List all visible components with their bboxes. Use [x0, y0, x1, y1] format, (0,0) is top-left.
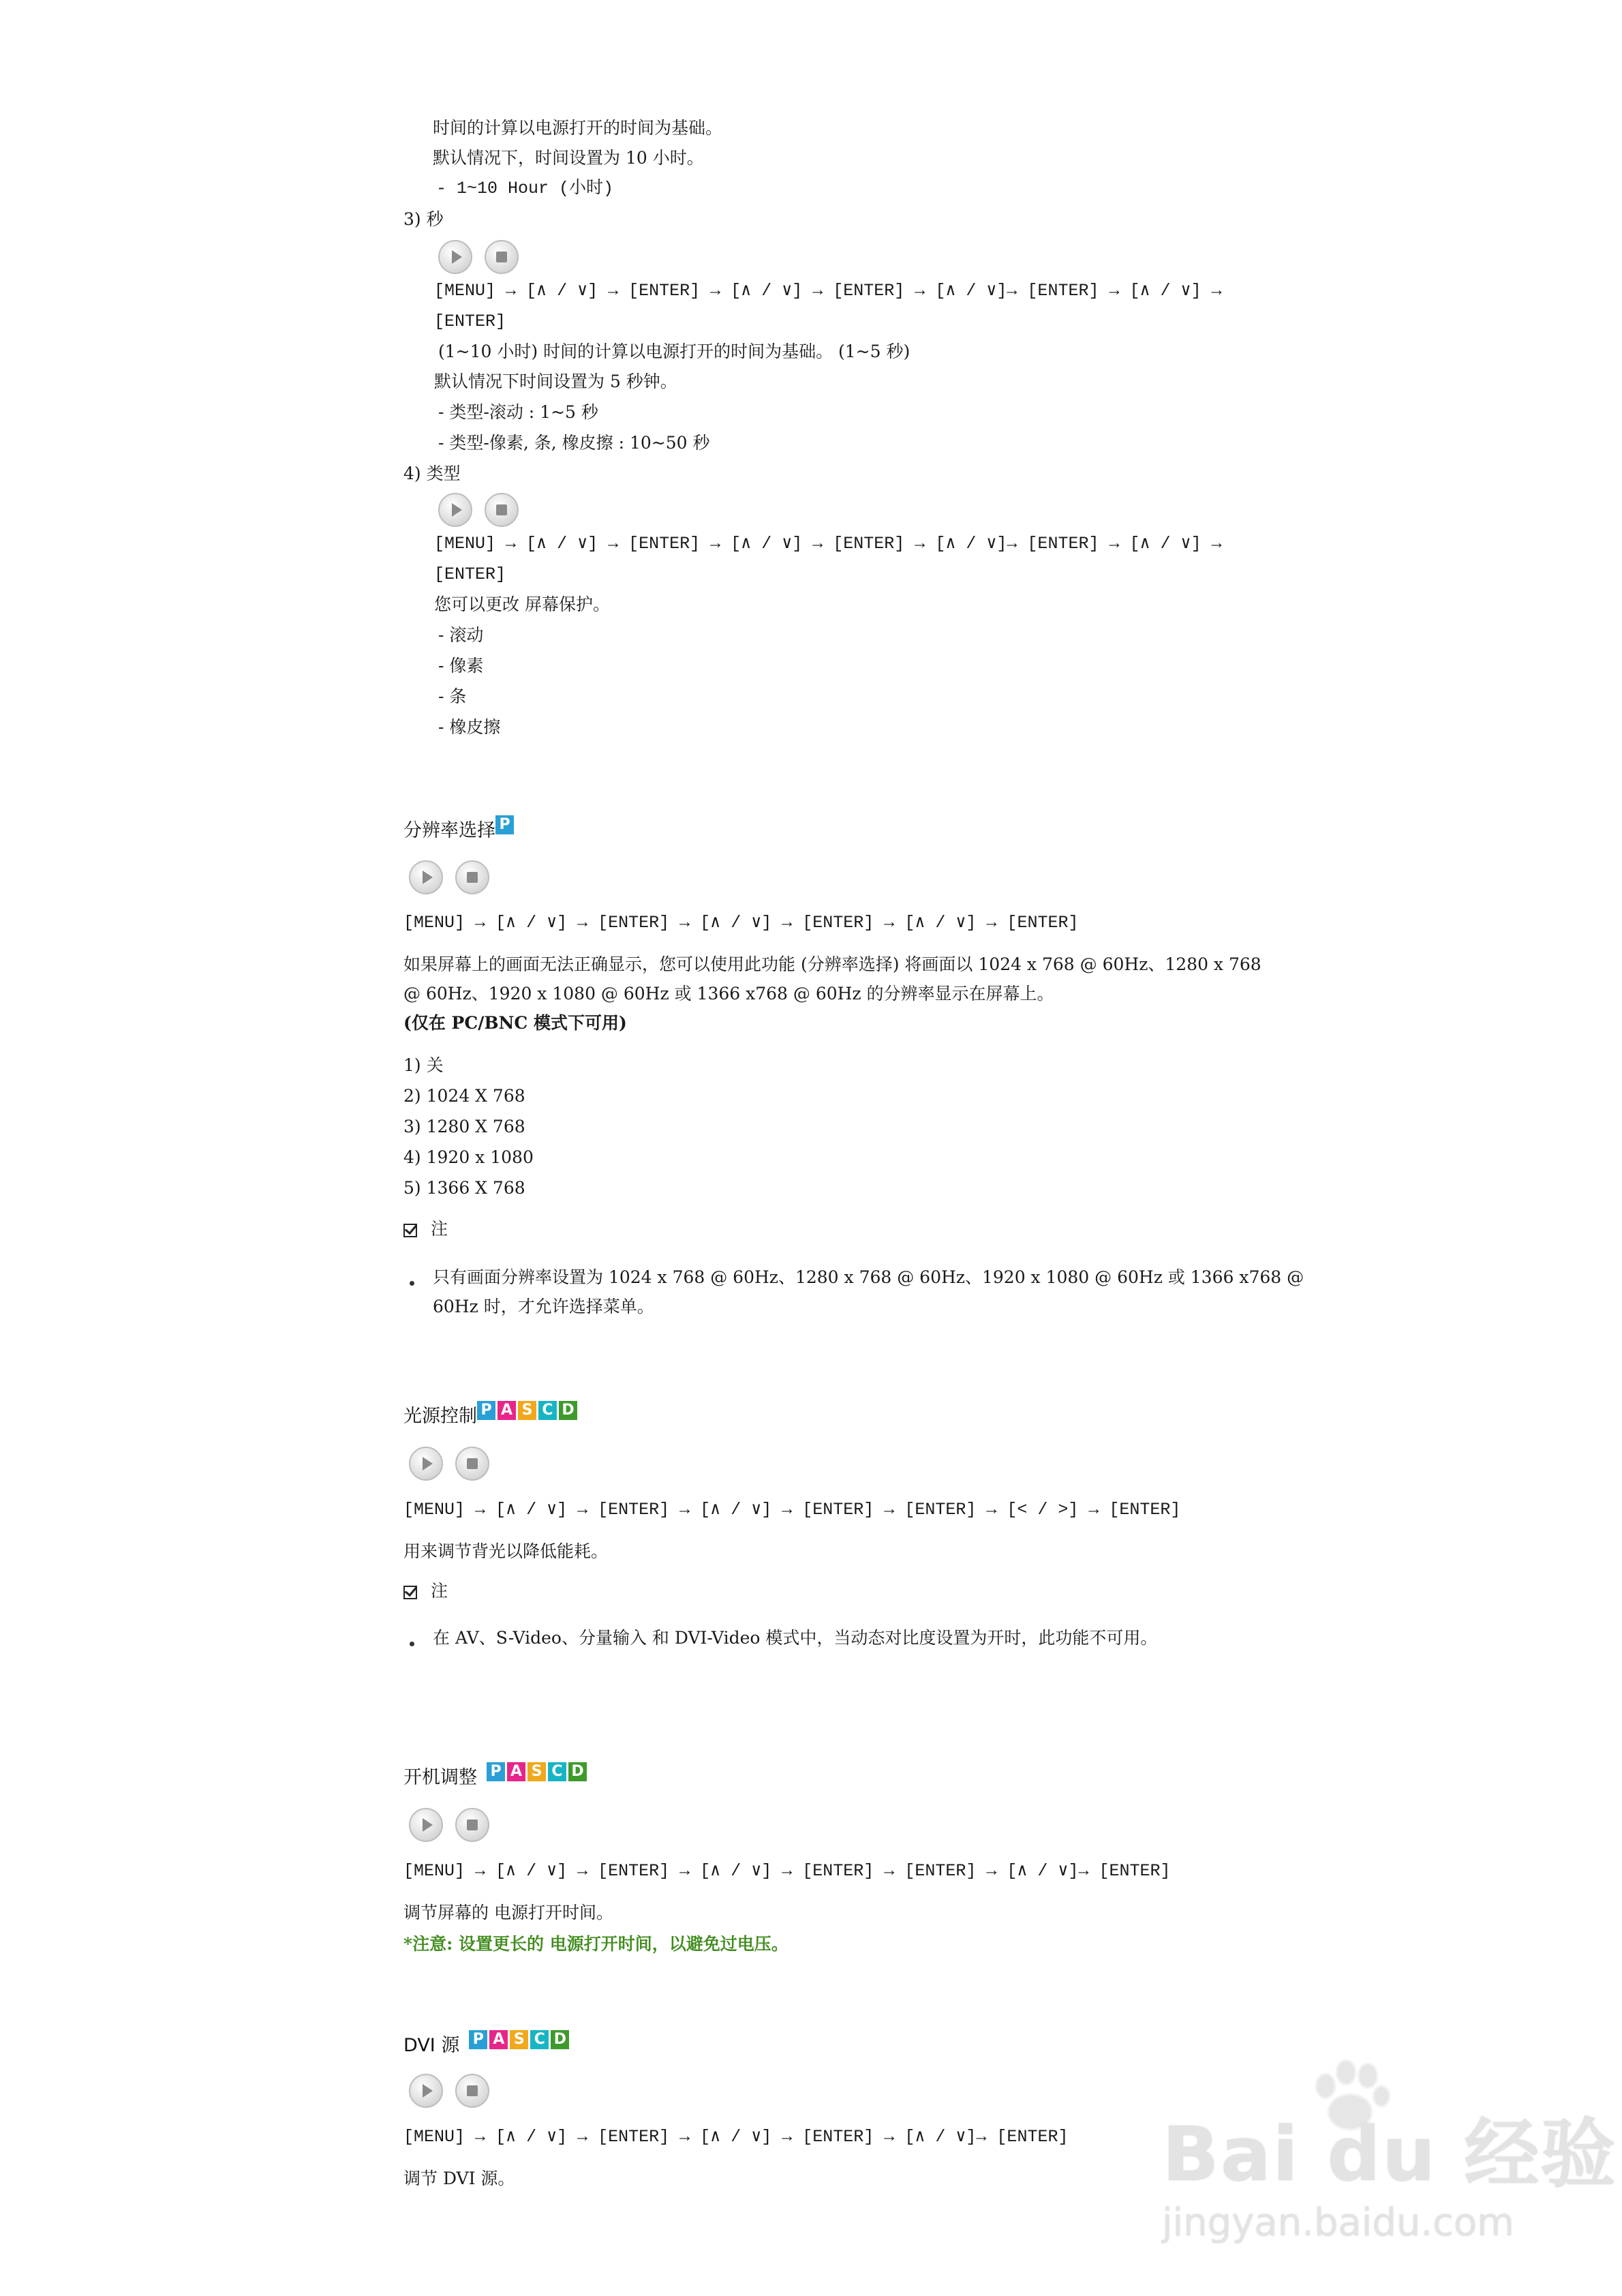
- badge-p: P: [469, 2030, 487, 2049]
- badge-d: D: [551, 2030, 569, 2049]
- mode-badges: [495, 815, 514, 834]
- badge-p: P: [495, 815, 514, 834]
- note-text: 60Hz 时，才允许选择菜单。: [433, 1297, 654, 1316]
- list-item: - 像素: [438, 656, 484, 676]
- checkbox-icon: [403, 1586, 417, 1599]
- badge-c: C: [538, 1401, 557, 1420]
- menu-path: [MENU] → [∧ / ∨] → [ENTER] → [∧ / ∨] → [ENTER] → [∧ / ∨] → [ENTER]: [403, 913, 1079, 933]
- note-header: [403, 1215, 448, 1243]
- list-item: - 滚动: [438, 625, 484, 645]
- stop-icon: [455, 1808, 489, 1842]
- mode-badges: [469, 2030, 569, 2049]
- watermark-logo: Bai du 经验: [1162, 2111, 1617, 2198]
- menu-path: [MENU] → [∧ / ∨] → [ENTER] → [∧ / ∨] → [ENTER] → [ENTER] → [< / >] → [ENTER]: [403, 1500, 1181, 1520]
- badge-a: A: [498, 1401, 516, 1420]
- section-heading: 3) 秒: [403, 209, 444, 229]
- list-item: - 条: [438, 686, 467, 706]
- badge-c: C: [530, 2030, 549, 2049]
- section-heading: 4) 类型: [403, 464, 461, 483]
- text-line: - 类型-像素, 条, 橡皮擦 : 10~50 秒: [438, 433, 710, 453]
- text-line: - 类型-滚动 : 1~5 秒: [438, 402, 598, 422]
- stop-icon: [455, 1447, 489, 1481]
- note-label: 注: [430, 1219, 448, 1239]
- badge-s: S: [527, 1762, 546, 1781]
- text-line: 用来调节背光以降低能耗。: [403, 1541, 609, 1561]
- play-icon: [409, 2074, 443, 2108]
- badge-s: S: [518, 1401, 536, 1420]
- play-icon: [438, 493, 472, 527]
- section-title-text: DVI 源: [403, 2035, 460, 2056]
- remote-buttons: [409, 860, 489, 894]
- warning-text: *注意: 设置更长的 电源打开时间，以避免过电压。: [403, 1934, 789, 1954]
- badge-a: A: [507, 1762, 525, 1781]
- bullet-icon: [410, 1642, 414, 1646]
- list-item: 4) 1920 x 1080: [403, 1147, 534, 1167]
- list-item: 5) 1366 X 768: [403, 1178, 525, 1198]
- badge-p: P: [487, 1762, 505, 1781]
- checkbox-icon: [403, 1224, 417, 1237]
- note-text: 在 AV、S-Video、分量输入 和 DVI-Video 模式中，当动态对比度设置为开时，此功能不可用。: [433, 1628, 1158, 1648]
- text-line: 时间的计算以电源打开的时间为基础。: [433, 118, 723, 138]
- text-line: 如果屏幕上的画面无法正确显示，您可以使用此功能 (分辨率选择) 将画面以 1024 x 768 @ 60Hz、1280 x 768: [403, 954, 1261, 974]
- menu-path: [MENU] → [∧ / ∨] → [ENTER] → [∧ / ∨] → [ENTER] → [∧ / ∨]→ [ENTER] → [∧ / ∨] →: [434, 281, 1222, 301]
- section-title-text: 分辨率选择: [403, 820, 495, 841]
- play-icon: [438, 240, 472, 274]
- section-title: [403, 2030, 569, 2057]
- text-line: 默认情况下时间设置为 5 秒钟。: [434, 372, 677, 391]
- text-line: 您可以更改 屏幕保护。: [434, 594, 610, 614]
- note-label: 注: [430, 1581, 448, 1601]
- mode-badges: [477, 1401, 577, 1420]
- badge-a: A: [489, 2030, 508, 2049]
- badge-d: D: [559, 1401, 577, 1420]
- note-text: 只有画面分辨率设置为 1024 x 768 @ 60Hz、1280 x 768 @ 60Hz、1920 x 1080 @ 60Hz 或 1366 x768 @: [433, 1267, 1304, 1287]
- menu-path: [MENU] → [∧ / ∨] → [ENTER] → [∧ / ∨] → [ENTER] → [∧ / ∨]→ [ENTER] → [∧ / ∨] →: [434, 534, 1222, 554]
- section-title-text: 光源控制: [403, 1406, 477, 1427]
- section-title-text: 开机调整: [403, 1767, 477, 1788]
- text-line: - 1~10 Hour (小时): [436, 179, 614, 198]
- stop-icon: [455, 2074, 489, 2108]
- play-icon: [409, 1808, 443, 1842]
- remote-buttons: [409, 2074, 489, 2108]
- menu-path: [ENTER]: [434, 312, 506, 331]
- menu-path: [MENU] → [∧ / ∨] → [ENTER] → [∧ / ∨] → [ENTER] → [∧ / ∨]→ [ENTER]: [403, 2127, 1069, 2147]
- badge-p: P: [477, 1401, 495, 1420]
- play-icon: [409, 1447, 443, 1481]
- section-title: [403, 815, 514, 842]
- remote-buttons: [438, 493, 519, 527]
- badge-s: S: [510, 2030, 528, 2049]
- section-title: [403, 1401, 577, 1428]
- mode-badges: [487, 1762, 587, 1781]
- list-item: 2) 1024 X 768: [403, 1086, 525, 1106]
- menu-path: [MENU] → [∧ / ∨] → [ENTER] → [∧ / ∨] → [ENTER] → [ENTER] → [∧ / ∨]→ [ENTER]: [403, 1861, 1171, 1881]
- play-icon: [409, 860, 443, 894]
- menu-path: [ENTER]: [434, 564, 506, 584]
- remote-buttons: [409, 1447, 489, 1481]
- note-header: [403, 1577, 448, 1605]
- remote-buttons: [409, 1808, 489, 1842]
- badge-c: C: [548, 1762, 566, 1781]
- bullet-icon: [410, 1281, 414, 1286]
- stop-icon: [455, 860, 489, 894]
- list-item: - 橡皮擦: [438, 717, 501, 737]
- remote-buttons: [438, 240, 519, 274]
- list-item: 3) 1280 X 768: [403, 1117, 525, 1136]
- list-item: 1) 关: [403, 1055, 444, 1075]
- section-title: [403, 1762, 587, 1789]
- text-line: (仅在 PC/BNC 模式下可用): [403, 1013, 627, 1033]
- badge-d: D: [568, 1762, 587, 1781]
- stop-icon: [485, 240, 519, 274]
- watermark-url: jingyan.baidu.com: [1162, 2201, 1514, 2245]
- text-line: 调节 DVI 源。: [403, 2169, 515, 2188]
- text-line: (1~10 小时) 时间的计算以电源打开的时间为基础。 (1~5 秒): [438, 342, 911, 361]
- text-line: @ 60Hz、1920 x 1080 @ 60Hz 或 1366 x768 @ 60Hz 的分辨率显示在屏幕上。: [403, 984, 1054, 1003]
- stop-icon: [485, 493, 519, 527]
- text-line: 默认情况下，时间设置为 10 小时。: [433, 148, 704, 168]
- text-line: 调节屏幕的 电源打开时间。: [403, 1903, 613, 1922]
